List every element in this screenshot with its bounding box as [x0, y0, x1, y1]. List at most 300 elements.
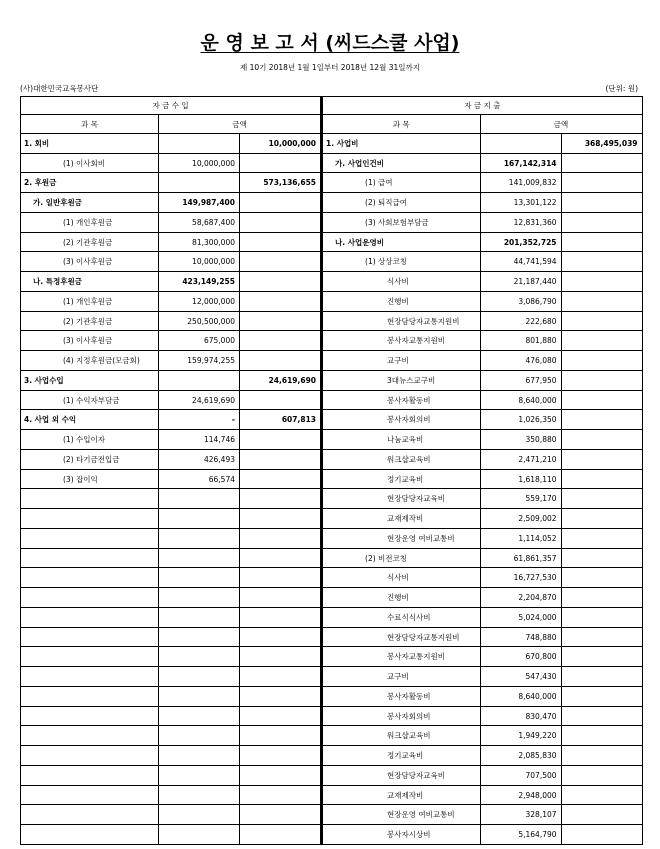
row-amount-detail: 58,687,400: [159, 212, 240, 232]
empty-cell: [159, 647, 240, 667]
table-row: [21, 825, 321, 845]
income-col-subject: 과 목: [21, 115, 159, 133]
income-table: [20, 96, 321, 845]
empty-cell: [21, 765, 159, 785]
table-row: [21, 272, 321, 292]
table-row: [322, 232, 642, 252]
row-amount-detail: 2,471,210: [480, 449, 561, 469]
row-amount-total: [561, 469, 642, 489]
row-amount-detail: 328,107: [480, 805, 561, 825]
row-amount-detail: 801,880: [480, 331, 561, 351]
row-amount-total: [561, 706, 642, 726]
table-row: [21, 331, 321, 351]
row-amount-total: [561, 686, 642, 706]
table-row: [21, 153, 321, 173]
empty-cell: [159, 548, 240, 568]
row-amount-detail: 547,430: [480, 667, 561, 687]
table-row: [322, 311, 642, 331]
row-amount-detail: 16,727,530: [480, 568, 561, 588]
row-amount-total: [561, 232, 642, 252]
row-label: (1) 수입이자: [21, 430, 159, 450]
table-row: [21, 410, 321, 430]
row-amount-total: [561, 331, 642, 351]
table-row: [21, 469, 321, 489]
row-amount-total: [240, 153, 321, 173]
empty-cell: [21, 627, 159, 647]
empty-cell: [240, 726, 321, 746]
table-row: [322, 430, 642, 450]
unit-label: (단위: 원): [605, 84, 638, 93]
row-label: 현장담당자교통지원비: [322, 627, 480, 647]
empty-cell: [21, 825, 159, 845]
empty-cell: [159, 489, 240, 509]
empty-cell: [21, 568, 159, 588]
table-row: [322, 351, 642, 371]
row-amount-detail: 748,880: [480, 627, 561, 647]
income-column-row: [21, 115, 321, 133]
table-row: [21, 706, 321, 726]
row-label: 가. 사업인건비: [322, 153, 480, 173]
empty-cell: [159, 825, 240, 845]
row-label: (2) 퇴직급여: [322, 193, 480, 213]
row-amount-detail: 5,024,000: [480, 607, 561, 627]
row-label: 교구비: [322, 667, 480, 687]
table-row: [21, 311, 321, 331]
row-label: 식사비: [322, 568, 480, 588]
expense-column-row: [322, 115, 642, 133]
row-amount-detail: 559,170: [480, 489, 561, 509]
empty-cell: [159, 667, 240, 687]
table-row: [322, 193, 642, 213]
row-amount-detail: 250,500,000: [159, 311, 240, 331]
row-amount-total: 24,619,690: [240, 370, 321, 390]
row-label: 교재제작비: [322, 785, 480, 805]
empty-cell: [21, 686, 159, 706]
row-label: 봉사자회의비: [322, 706, 480, 726]
row-amount-detail: 1,114,052: [480, 528, 561, 548]
row-amount-detail: 1,949,220: [480, 726, 561, 746]
row-amount-total: [240, 469, 321, 489]
empty-cell: [159, 726, 240, 746]
row-label: 2. 후원금: [21, 173, 159, 193]
empty-cell: [159, 627, 240, 647]
row-amount-detail: [159, 370, 240, 390]
row-amount-detail: 44,741,594: [480, 252, 561, 272]
table-row: [21, 252, 321, 272]
row-amount-total: [561, 252, 642, 272]
row-amount-detail: 222,680: [480, 311, 561, 331]
row-amount-detail: 423,149,255: [159, 272, 240, 292]
row-amount-detail: 8,640,000: [480, 686, 561, 706]
empty-cell: [21, 607, 159, 627]
row-amount-detail: 677,950: [480, 370, 561, 390]
row-label: 현장담당자교통지원비: [322, 311, 480, 331]
table-row: [322, 370, 642, 390]
empty-cell: [159, 805, 240, 825]
row-amount-total: 573,136,655: [240, 173, 321, 193]
empty-cell: [159, 528, 240, 548]
empty-cell: [240, 509, 321, 529]
row-label: (1) 급여: [322, 173, 480, 193]
empty-cell: [240, 825, 321, 845]
expense-col-amount: 금액: [480, 115, 642, 133]
row-label: 3. 사업수입: [21, 370, 159, 390]
expense-tbody: [322, 97, 642, 845]
row-amount-total: [561, 588, 642, 608]
row-amount-total: [240, 291, 321, 311]
row-amount-detail: 24,619,690: [159, 390, 240, 410]
empty-cell: [21, 528, 159, 548]
row-label: 정기교육비: [322, 469, 480, 489]
row-amount-total: [561, 548, 642, 568]
row-amount-detail: 2,085,830: [480, 746, 561, 766]
table-row: [322, 528, 642, 548]
row-amount-total: [561, 430, 642, 450]
table-row: [322, 153, 642, 173]
empty-cell: [240, 489, 321, 509]
table-row: [21, 351, 321, 371]
row-label: (2) 비전코칭: [322, 548, 480, 568]
row-label: 나. 사업운영비: [322, 232, 480, 252]
row-label: 워크샵교육비: [322, 726, 480, 746]
table-row: [322, 410, 642, 430]
row-amount-total: [240, 430, 321, 450]
table-row: [21, 627, 321, 647]
expense-table: [321, 96, 643, 845]
row-label: (1) 수익자부담금: [21, 390, 159, 410]
empty-cell: [240, 528, 321, 548]
income-col-amount: 금액: [159, 115, 321, 133]
row-amount-total: [240, 351, 321, 371]
row-amount-total: [561, 726, 642, 746]
row-label: 1. 회비: [21, 133, 159, 153]
row-amount-total: [240, 252, 321, 272]
expense-col-subject: 과 목: [322, 115, 480, 133]
row-amount-total: [240, 331, 321, 351]
empty-cell: [21, 726, 159, 746]
row-label: 가. 일반후원금: [21, 193, 159, 213]
table-row: [322, 568, 642, 588]
empty-cell: [159, 568, 240, 588]
row-amount-total: [561, 667, 642, 687]
table-row: [322, 746, 642, 766]
empty-cell: [159, 746, 240, 766]
empty-cell: [240, 785, 321, 805]
row-amount-total: [240, 311, 321, 331]
row-amount-detail: [159, 133, 240, 153]
empty-cell: [159, 765, 240, 785]
organization-name: (사)대한민국교육봉사단: [20, 84, 99, 93]
row-label: (1) 이사회비: [21, 153, 159, 173]
table-row: [21, 588, 321, 608]
row-amount-detail: 1,026,350: [480, 410, 561, 430]
row-label: (3) 이사후원금: [21, 331, 159, 351]
row-label: (2) 기관후원금: [21, 232, 159, 252]
row-label: 1. 사업비: [322, 133, 480, 153]
row-amount-total: [240, 449, 321, 469]
table-row: [322, 449, 642, 469]
row-label: (2) 기관후원금: [21, 311, 159, 331]
table-row: [21, 193, 321, 213]
table-row: [21, 291, 321, 311]
table-row: [21, 509, 321, 529]
row-amount-detail: [159, 173, 240, 193]
table-row: [322, 765, 642, 785]
table-row: [21, 765, 321, 785]
row-amount-total: [561, 272, 642, 292]
row-amount-total: [240, 212, 321, 232]
row-label: 현장담당자교육비: [322, 489, 480, 509]
table-row: [322, 133, 642, 153]
table-row: [21, 607, 321, 627]
row-amount-detail: 707,500: [480, 765, 561, 785]
table-row: [322, 805, 642, 825]
row-label: 식사비: [322, 272, 480, 292]
row-amount-total: [561, 528, 642, 548]
row-amount-detail: 21,187,440: [480, 272, 561, 292]
table-row: [21, 528, 321, 548]
row-amount-detail: 350,880: [480, 430, 561, 450]
table-row: [322, 212, 642, 232]
row-amount-total: [561, 805, 642, 825]
row-amount-total: [561, 291, 642, 311]
table-row: [322, 272, 642, 292]
row-amount-detail: 141,009,832: [480, 173, 561, 193]
row-label: 현장담당자교육비: [322, 765, 480, 785]
row-amount-total: [561, 173, 642, 193]
table-row: [21, 805, 321, 825]
row-amount-total: [561, 765, 642, 785]
row-label: 교구비: [322, 351, 480, 371]
empty-cell: [159, 607, 240, 627]
row-amount-detail: 5,164,790: [480, 825, 561, 845]
table-row: [322, 686, 642, 706]
row-amount-total: [561, 607, 642, 627]
row-amount-total: [240, 390, 321, 410]
empty-cell: [21, 706, 159, 726]
row-label: 정기교육비: [322, 746, 480, 766]
row-amount-total: [240, 193, 321, 213]
table-row: [322, 706, 642, 726]
row-amount-total: [561, 311, 642, 331]
table-row: [322, 469, 642, 489]
table-row: [322, 825, 642, 845]
empty-cell: [240, 647, 321, 667]
table-row: [322, 291, 642, 311]
expense-header: 자 금 지 출: [322, 97, 642, 115]
table-row: [21, 746, 321, 766]
row-amount-detail: [480, 133, 561, 153]
empty-cell: [159, 509, 240, 529]
row-label: 워크샵교육비: [322, 449, 480, 469]
table-row: [21, 133, 321, 153]
table-row: [21, 568, 321, 588]
row-label: 현장운영 여비교통비: [322, 528, 480, 548]
row-amount-total: [561, 370, 642, 390]
row-label: 봉사자활동비: [322, 686, 480, 706]
table-row: [21, 212, 321, 232]
table-row: [322, 627, 642, 647]
row-amount-detail: 12,000,000: [159, 291, 240, 311]
row-amount-total: [561, 509, 642, 529]
empty-cell: [21, 588, 159, 608]
empty-cell: [159, 785, 240, 805]
empty-cell: [159, 706, 240, 726]
row-label: 나눔교육비: [322, 430, 480, 450]
table-row: [322, 252, 642, 272]
row-label: (3) 이사후원금: [21, 252, 159, 272]
table-row: [21, 430, 321, 450]
row-label: 4. 사업 외 수익: [21, 410, 159, 430]
row-amount-detail: 201,352,725: [480, 232, 561, 252]
row-label: (3) 잡이익: [21, 469, 159, 489]
row-amount-detail: 476,080: [480, 351, 561, 371]
row-amount-detail: 167,142,314: [480, 153, 561, 173]
row-label: 봉사자시상비: [322, 825, 480, 845]
row-amount-total: [561, 746, 642, 766]
row-label: (1) 개인후원금: [21, 291, 159, 311]
empty-cell: [21, 647, 159, 667]
table-row: [21, 726, 321, 746]
row-amount-total: [561, 647, 642, 667]
table-row: [21, 390, 321, 410]
row-label: (1) 상상코칭: [322, 252, 480, 272]
row-amount-detail: 10,000,000: [159, 252, 240, 272]
row-amount-detail: 81,300,000: [159, 232, 240, 252]
row-amount-total: [561, 212, 642, 232]
empty-cell: [240, 627, 321, 647]
row-amount-detail: 830,470: [480, 706, 561, 726]
table-row: [21, 449, 321, 469]
row-amount-total: [561, 568, 642, 588]
table-row: [322, 785, 642, 805]
row-label: 봉사자회의비: [322, 410, 480, 430]
row-amount-detail: 149,987,400: [159, 193, 240, 213]
table-row: [322, 667, 642, 687]
row-amount-detail: 426,493: [159, 449, 240, 469]
empty-cell: [240, 548, 321, 568]
row-amount-total: [561, 410, 642, 430]
row-amount-total: 607,813: [240, 410, 321, 430]
expense-header-row: [322, 97, 642, 115]
empty-cell: [240, 568, 321, 588]
table-row: [21, 548, 321, 568]
row-amount-total: [561, 785, 642, 805]
row-label: (3) 사회보험부담금: [322, 212, 480, 232]
empty-cell: [21, 785, 159, 805]
table-row: [322, 331, 642, 351]
row-label: (2) 타기금전입금: [21, 449, 159, 469]
row-amount-total: 10,000,000: [240, 133, 321, 153]
row-amount-detail: 61,861,357: [480, 548, 561, 568]
row-label: 진행비: [322, 291, 480, 311]
income-tbody: [21, 97, 321, 845]
table-row: [21, 370, 321, 390]
report-body: [20, 96, 640, 845]
row-amount-detail: -: [159, 410, 240, 430]
row-amount-detail: 13,301,122: [480, 193, 561, 213]
empty-cell: [240, 746, 321, 766]
row-label: 봉사자교통지원비: [322, 647, 480, 667]
row-amount-total: [561, 825, 642, 845]
row-amount-detail: 8,640,000: [480, 390, 561, 410]
table-row: [21, 647, 321, 667]
empty-cell: [159, 686, 240, 706]
row-amount-detail: 2,204,870: [480, 588, 561, 608]
row-amount-detail: 675,000: [159, 331, 240, 351]
row-amount-total: 368,495,039: [561, 133, 642, 153]
row-amount-total: [561, 390, 642, 410]
row-label: (1) 개인후원금: [21, 212, 159, 232]
row-amount-total: [240, 272, 321, 292]
table-row: [322, 647, 642, 667]
empty-cell: [21, 509, 159, 529]
income-header: 자 금 수 입: [21, 97, 321, 115]
income-header-row: [21, 97, 321, 115]
empty-cell: [240, 686, 321, 706]
table-row: [21, 785, 321, 805]
empty-cell: [240, 706, 321, 726]
row-amount-total: [561, 193, 642, 213]
table-row: [322, 509, 642, 529]
row-amount-detail: 2,509,002: [480, 509, 561, 529]
row-amount-detail: 159,974,255: [159, 351, 240, 371]
table-row: [322, 390, 642, 410]
table-row: [21, 686, 321, 706]
table-row: [322, 588, 642, 608]
table-row: [322, 607, 642, 627]
table-row: [21, 232, 321, 252]
row-label: 진행비: [322, 588, 480, 608]
table-row: [21, 489, 321, 509]
row-amount-detail: 10,000,000: [159, 153, 240, 173]
empty-cell: [240, 805, 321, 825]
empty-cell: [21, 667, 159, 687]
empty-cell: [240, 588, 321, 608]
row-amount-detail: 2,948,000: [480, 785, 561, 805]
empty-cell: [21, 548, 159, 568]
row-amount-total: [561, 449, 642, 469]
row-amount-detail: 66,574: [159, 469, 240, 489]
table-row: [21, 173, 321, 193]
table-row: [322, 489, 642, 509]
table-row: [322, 548, 642, 568]
row-amount-detail: 670,800: [480, 647, 561, 667]
row-label: (4) 지정후원금(모금회): [21, 351, 159, 371]
empty-cell: [240, 667, 321, 687]
row-label: 봉사자교통지원비: [322, 331, 480, 351]
empty-cell: [21, 489, 159, 509]
table-row: [322, 173, 642, 193]
report-title: 운 영 보 고 서 (씨드스쿨 사업): [200, 32, 460, 54]
row-amount-detail: 3,086,790: [480, 291, 561, 311]
empty-cell: [21, 746, 159, 766]
row-amount-total: [561, 489, 642, 509]
row-amount-total: [240, 232, 321, 252]
table-row: [21, 667, 321, 687]
row-label: 나. 특정후원금: [21, 272, 159, 292]
row-amount-total: [561, 627, 642, 647]
row-amount-detail: 114,746: [159, 430, 240, 450]
row-amount-detail: 1,618,110: [480, 469, 561, 489]
empty-cell: [159, 588, 240, 608]
row-label: 현장운영 여비교통비: [322, 805, 480, 825]
empty-cell: [240, 607, 321, 627]
row-label: 봉사자활동비: [322, 390, 480, 410]
empty-cell: [21, 805, 159, 825]
report-period: 제 10기 2018년 1월 1일부터 2018년 12월 31일까지: [240, 63, 420, 72]
empty-cell: [240, 765, 321, 785]
